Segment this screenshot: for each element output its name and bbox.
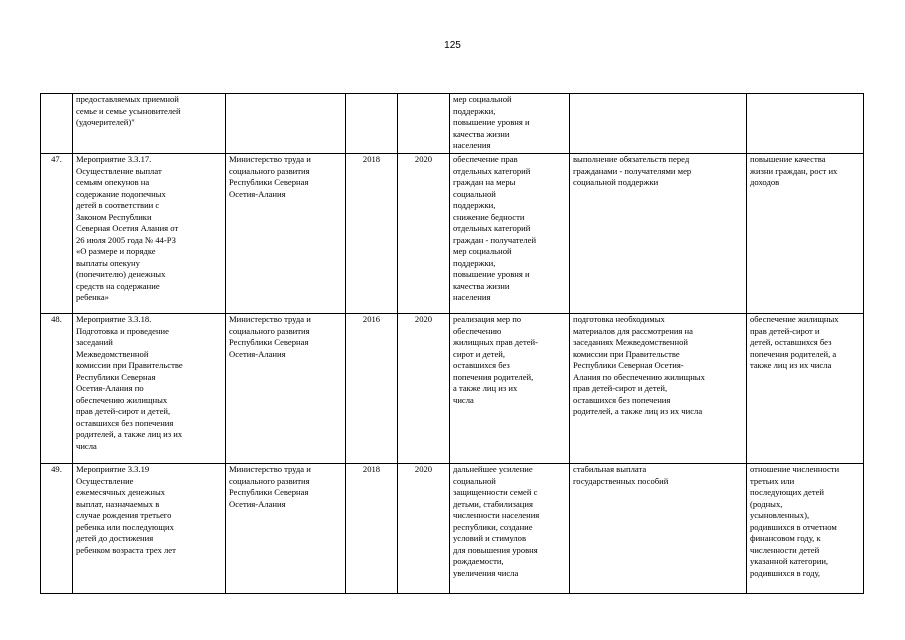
expected-result-cell: реализация мер по обеспечению жилищных прав детей- сирот и детей, оставшихся без попечения родителей, а также лиц из их числа bbox=[450, 314, 570, 464]
measure-name-cell: Мероприятие 3.3.18. Подготовка и проведение заседаний Межведомственной комиссии при Правительстве Республики Северная Осетия-Алания по обеспечению жилищных прав детей-сирот и детей, оставшихся без попечения родителей, а также лиц из их числа bbox=[73, 314, 226, 464]
responsible-executor-cell: Министерство труда и социального развития Республики Северная Осетия-Алания bbox=[226, 154, 346, 314]
measure-name-cell: Мероприятие 3.3.19 Осуществление ежемесячных денежных выплат, назначаемых в случае рождения третьего ребенка или последующих детей до достижения ребенком возраста трех лет bbox=[73, 464, 226, 594]
page-number: 125 bbox=[444, 40, 461, 51]
end-year-cell: 2020 bbox=[398, 314, 450, 464]
row-number-cell bbox=[41, 94, 73, 154]
row-number-cell: 48. bbox=[41, 314, 73, 464]
consequences-of-non-implementation-cell: стабильная выплата государственных пособий bbox=[570, 464, 747, 594]
table-row bbox=[41, 94, 864, 154]
responsible-executor-cell: Министерство труда и социального развития Республики Северная Осетия-Алания bbox=[226, 314, 346, 464]
consequences-of-non-implementation-cell bbox=[570, 94, 747, 154]
indicator-link-cell: отношение численности третьих или последующих детей (родных, усыновленных), родившихся в отчетном финансовом году, к численности детей указанной категории, родившихся в году, bbox=[747, 464, 864, 594]
end-year-cell: 2020 bbox=[398, 464, 450, 594]
expected-result-cell: обеспечение прав отдельных категорий граждан на меры социальной поддержки, снижение бедности отдельных категорий граждан - получателей мер социальной поддержки, повышение уровня и качества жизни населения bbox=[450, 154, 570, 314]
program-measures-table bbox=[40, 93, 864, 594]
table-row bbox=[41, 314, 864, 464]
responsible-executor-cell: Министерство труда и социального развития Республики Северная Осетия-Алания bbox=[226, 464, 346, 594]
measure-name-cell: Мероприятие 3.3.17. Осуществление выплат семьям опекунов на содержание подопечных детей в соответствии с Законом Республики Северная Осетия Алания от 26 июля 2005 года № 44-РЗ «О размере и порядке выплаты опекуну (попечителю) денежных средств на содержание ребенка» bbox=[73, 154, 226, 314]
table-row bbox=[41, 154, 864, 314]
responsible-executor-cell bbox=[226, 94, 346, 154]
start-year-cell bbox=[346, 94, 398, 154]
row-number-cell: 49. bbox=[41, 464, 73, 594]
start-year-cell: 2018 bbox=[346, 464, 398, 594]
end-year-cell bbox=[398, 94, 450, 154]
indicator-link-cell: обеспечение жилищных прав детей-сирот и детей, оставшихся без попечения родителей, а также лиц из их числа bbox=[747, 314, 864, 464]
indicator-link-cell bbox=[747, 94, 864, 154]
start-year-cell: 2016 bbox=[346, 314, 398, 464]
start-year-cell: 2018 bbox=[346, 154, 398, 314]
consequences-of-non-implementation-cell: подготовка необходимых материалов для рассмотрения на заседаниях Межведомственной комиссии при Правительстве Республики Северная Осетия- Алания по обеспечению жилищных прав детей-сирот и детей, оставшихся без попечения родителей, а также лиц из их числа bbox=[570, 314, 747, 464]
table-row bbox=[41, 464, 864, 594]
expected-result-cell: дальнейшее усиление социальной защищенности семей с детьми, стабилизация численности населения республики, создание условий и стимулов для повышения уровня рождаемости, увеличения числа bbox=[450, 464, 570, 594]
row-number-cell: 47. bbox=[41, 154, 73, 314]
end-year-cell: 2020 bbox=[398, 154, 450, 314]
measure-name-cell: предоставляемых приемной семье и семье усыновителей (удочерителей)" bbox=[73, 94, 226, 154]
indicator-link-cell: повышение качества жизни граждан, рост их доходов bbox=[747, 154, 864, 314]
consequences-of-non-implementation-cell: выполнение обязательств перед гражданами - получателями мер социальной поддержки bbox=[570, 154, 747, 314]
expected-result-cell: мер социальной поддержки, повышение уровня и качества жизни населения bbox=[450, 94, 570, 154]
